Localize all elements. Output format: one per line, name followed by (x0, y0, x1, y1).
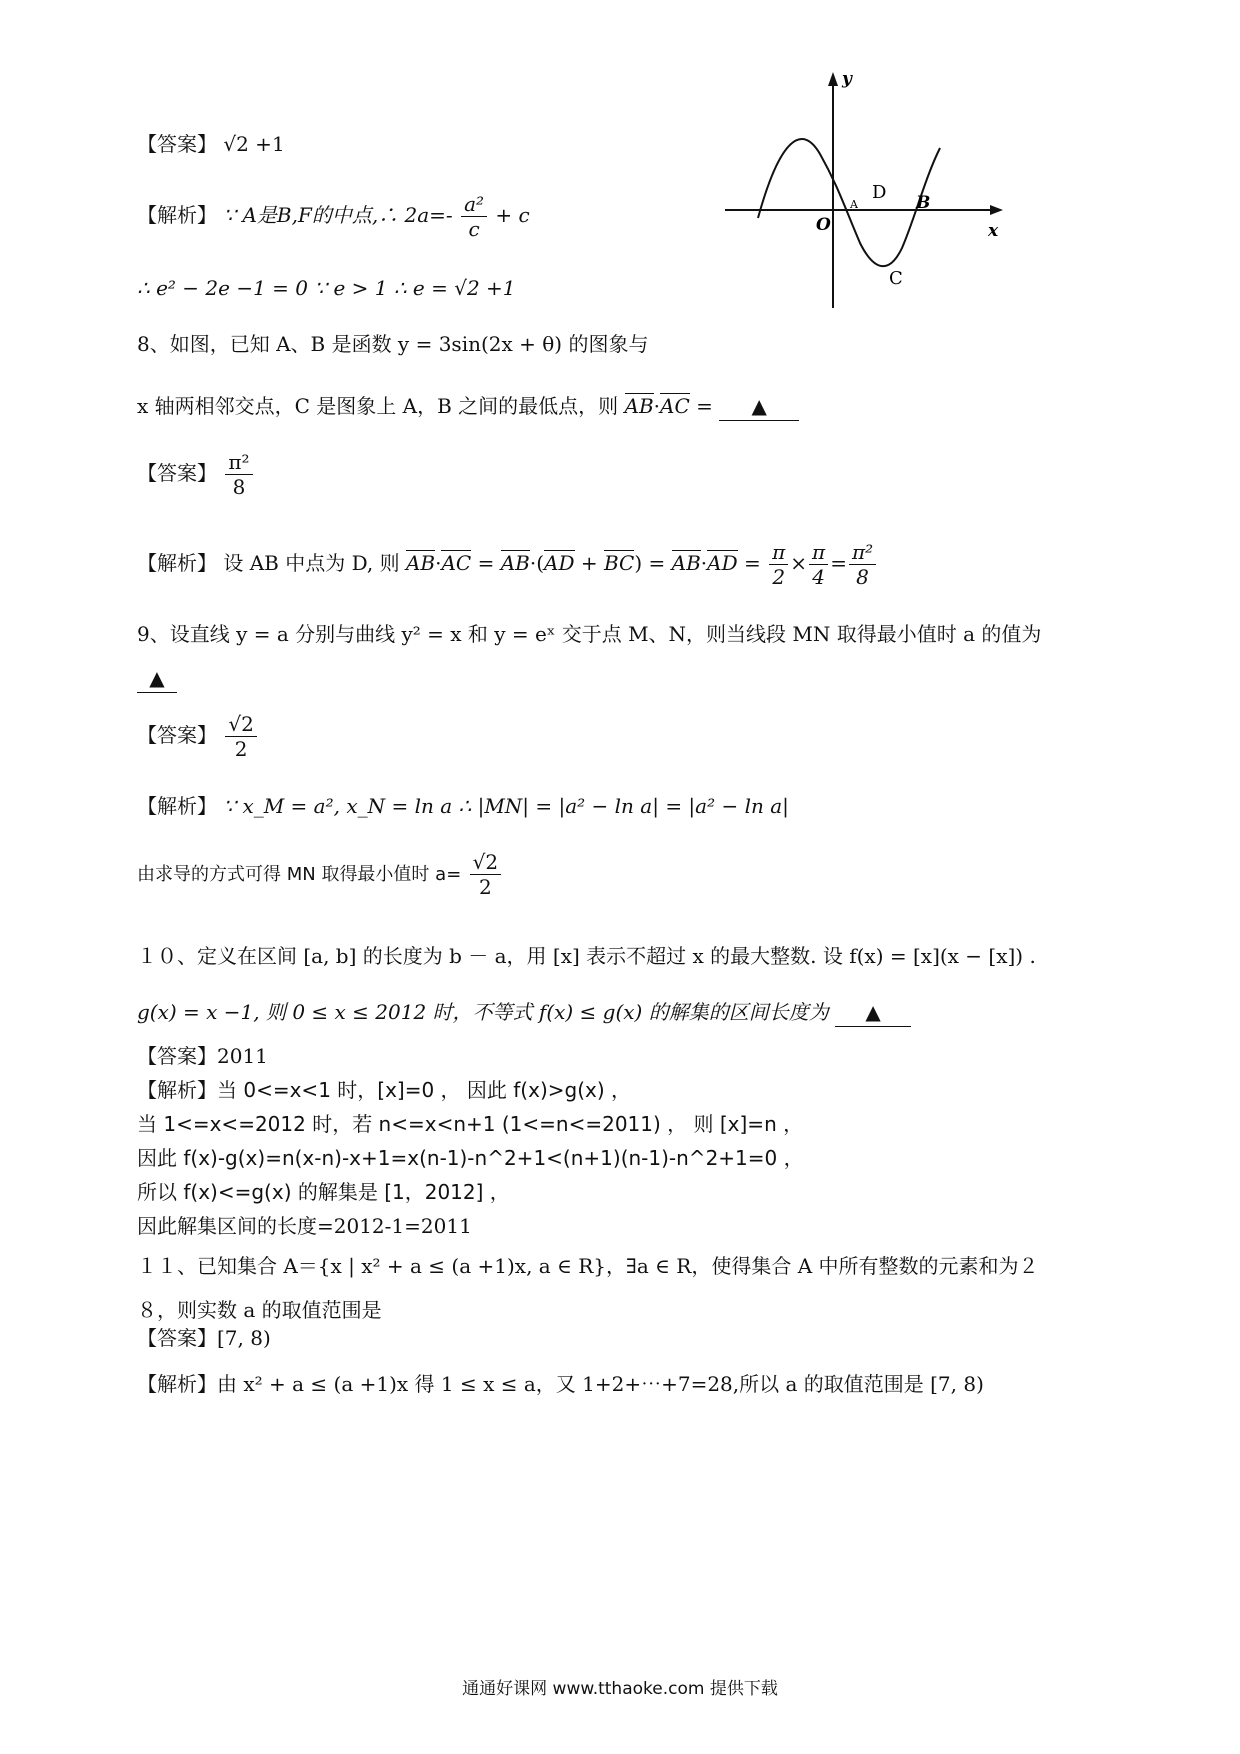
frac-pi-2 (769, 540, 788, 589)
q9-derive-frac (470, 850, 501, 899)
x-axis-arrow (990, 205, 1003, 215)
vec-ac: AC (441, 551, 472, 575)
page-footer: 通通好课网 www.tthaoke.com 提供下载 (462, 1679, 778, 1699)
answer-label: 【答案】 (137, 1044, 217, 1068)
analysis-label: 【解析】 (137, 1372, 217, 1396)
blank-triangle: ▲ (865, 1000, 881, 1024)
q10-solution-2: 当 1<=x<=2012 时，若 n<=x<n+1 (1<=n<=2011) ， 则 [x]=n ， (137, 1112, 804, 1136)
vec-ab: AB (671, 551, 701, 575)
answer-label: 【答案】 (137, 461, 217, 485)
sine-curve (758, 139, 940, 266)
q11-answer-value: [7, 8) (217, 1326, 271, 1350)
analysis-label: 【解析】 (137, 1078, 217, 1102)
den: 2 (479, 875, 492, 899)
q7-answer-value: √2 +1 (223, 132, 285, 156)
analysis-label: 【解析】 (137, 551, 217, 575)
q8-line2: x 轴两相邻交点，C 是图象上 A，B 之间的最低点，则 AB·AC = ▲ (137, 392, 799, 421)
q10-answer-line (137, 1042, 268, 1070)
label-b: B (916, 193, 931, 213)
q9-answer-blank (137, 664, 177, 693)
q10-answer-value: 2011 (217, 1044, 268, 1068)
q7-analysis-line2: ∴ e² − 2e −1 = 0 ∵ e > 1 ∴ e = √2 +1 (137, 276, 516, 300)
q9-derive-text: 由求导的方式可得 MN 取得最小值时 a= (137, 864, 462, 885)
q10-solution-4: 所以 f(x)<=g(x) 的解集是 [1，2012] ， (137, 1180, 510, 1204)
q8-answer-frac (225, 450, 252, 499)
vec-ad: AD (544, 551, 575, 575)
y-axis-arrow (828, 72, 838, 86)
answer-label: 【答案】 (137, 132, 217, 156)
sine-graph (720, 68, 1020, 318)
vec-ad: AD (707, 551, 738, 575)
q8-answer-line (137, 450, 255, 499)
frac-pi-4 (809, 540, 828, 589)
q11-answer-line (137, 1324, 271, 1352)
den: 8 (856, 565, 869, 589)
q8-analysis: 【解析】 设 AB 中点为 D, 则 AB·AC = AB·(AD + BC) = AB·AD = $\frac{\pi}{2}$ × $\frac{\pi}{4}$ = $\frac{\text{π²}}{8}$ (137, 540, 878, 589)
q11-line2: ８，则实数 a 的取值范围是 (137, 1298, 382, 1322)
q7-analysis-post: + c (495, 203, 530, 227)
num: π (809, 540, 828, 565)
q7-analysis-line1 (137, 192, 530, 241)
q8-analysis-pre: 设 AB 中点为 D, 则 (223, 551, 400, 575)
answer-label: 【答案】 (137, 1326, 217, 1350)
label-a: A (850, 198, 858, 211)
q9-analysis-text: ∵ x_M = a², x_N = ln a ∴ |MN| = |a² − ln a| = |a² − ln a| (223, 794, 789, 818)
den: 2 (772, 565, 786, 589)
q9-answer-num: √2 (225, 712, 256, 737)
q10-line1: １０、定义在区间 [a, b] 的长度为 b － a，用 [x] 表示不超过 x 的最大整数. 设 f(x) = [x](x − [x]) . (137, 944, 1036, 968)
label-d: D (872, 182, 887, 203)
sol1-text: 当 0<=x<1 时，[x]=0 ， 因此 f(x)>g(x) ， (217, 1078, 632, 1102)
q7-answer-line (137, 130, 285, 158)
q10-solution-5: 因此解集区间的长度=2012-1=2011 (137, 1214, 472, 1238)
q7-analysis-pre: ∵ A是B,F的中点,∴ 2a=- (223, 203, 453, 227)
q9-derive (137, 850, 503, 899)
q8-answer-blank (719, 392, 799, 421)
q9-analysis (137, 792, 789, 820)
label-origin: O (816, 215, 831, 235)
q8-line2-pre: x 轴两相邻交点，C 是图象上 A，B 之间的最低点，则 (137, 394, 619, 418)
vec-ab: AB (500, 551, 530, 575)
q10-line2 (137, 998, 911, 1027)
q9-line1: 9、设直线 y = a 分别与曲线 y² = x 和 y = eˣ 交于点 M、N，则当线段 MN 取得最小值时 a 的值为 (137, 622, 1042, 646)
label-x: x (988, 221, 999, 241)
blank-triangle: ▲ (751, 394, 767, 418)
q9-answer-frac (225, 712, 256, 761)
q8-line1: 8、如图，已知 A、B 是函数 y = 3sin(2x + θ) 的图象与 (137, 332, 649, 356)
label-y: y (842, 69, 852, 89)
den: 4 (812, 565, 825, 589)
q7-fraction (461, 192, 487, 241)
q9-blank-line (137, 664, 177, 693)
frac-pi2-8 (849, 540, 876, 589)
q10-line2-text: g(x) = x −1, 则 0 ≤ x ≤ 2012 时，不等式 f(x) ≤ g(x) 的解集的区间长度为 (137, 1000, 829, 1024)
q10-solution-3: 因此 f(x)-g(x)=n(x-n)-x+1=x(n-1)-n^2+1<(n+1)(n-1)-n^2+1=0 ， (137, 1146, 804, 1170)
q8-answer-num: π² (225, 450, 252, 475)
q11-analysis (137, 1370, 984, 1398)
num: π² (849, 540, 876, 565)
blank-triangle: ▲ (149, 666, 165, 690)
q8-answer-den: 8 (232, 475, 246, 499)
q7-frac-num: a² (461, 192, 487, 217)
analysis-label: 【解析】 (137, 794, 217, 818)
q8-vec-ab: AB (624, 394, 654, 418)
vec-bc: BC (603, 551, 635, 575)
analysis-label: 【解析】 (137, 203, 217, 227)
answer-label: 【答案】 (137, 723, 217, 747)
num: √2 (470, 850, 501, 875)
q10-solution-1 (137, 1076, 631, 1104)
q8-vec-ac: AC (660, 394, 690, 418)
vec-ab: AB (405, 551, 436, 575)
num: π (769, 540, 788, 565)
q11-analysis-text: 由 x² + a ≤ (a +1)x 得 1 ≤ x ≤ a，又 1+2+⋯+7=28,所以 a 的取值范围是 [7, 8) (217, 1372, 984, 1396)
q9-answer-line (137, 712, 259, 761)
q9-answer-den: 2 (234, 737, 248, 761)
label-c: C (889, 268, 903, 289)
q11-line1: １１、已知集合 A＝{x | x² + a ≤ (a +1)x, a ∈ R}，∃a ∈ R，使得集合 A 中所有整数的元素和为２ (137, 1254, 1039, 1278)
q7-frac-den: c (468, 217, 480, 241)
q10-answer-blank (835, 998, 911, 1027)
